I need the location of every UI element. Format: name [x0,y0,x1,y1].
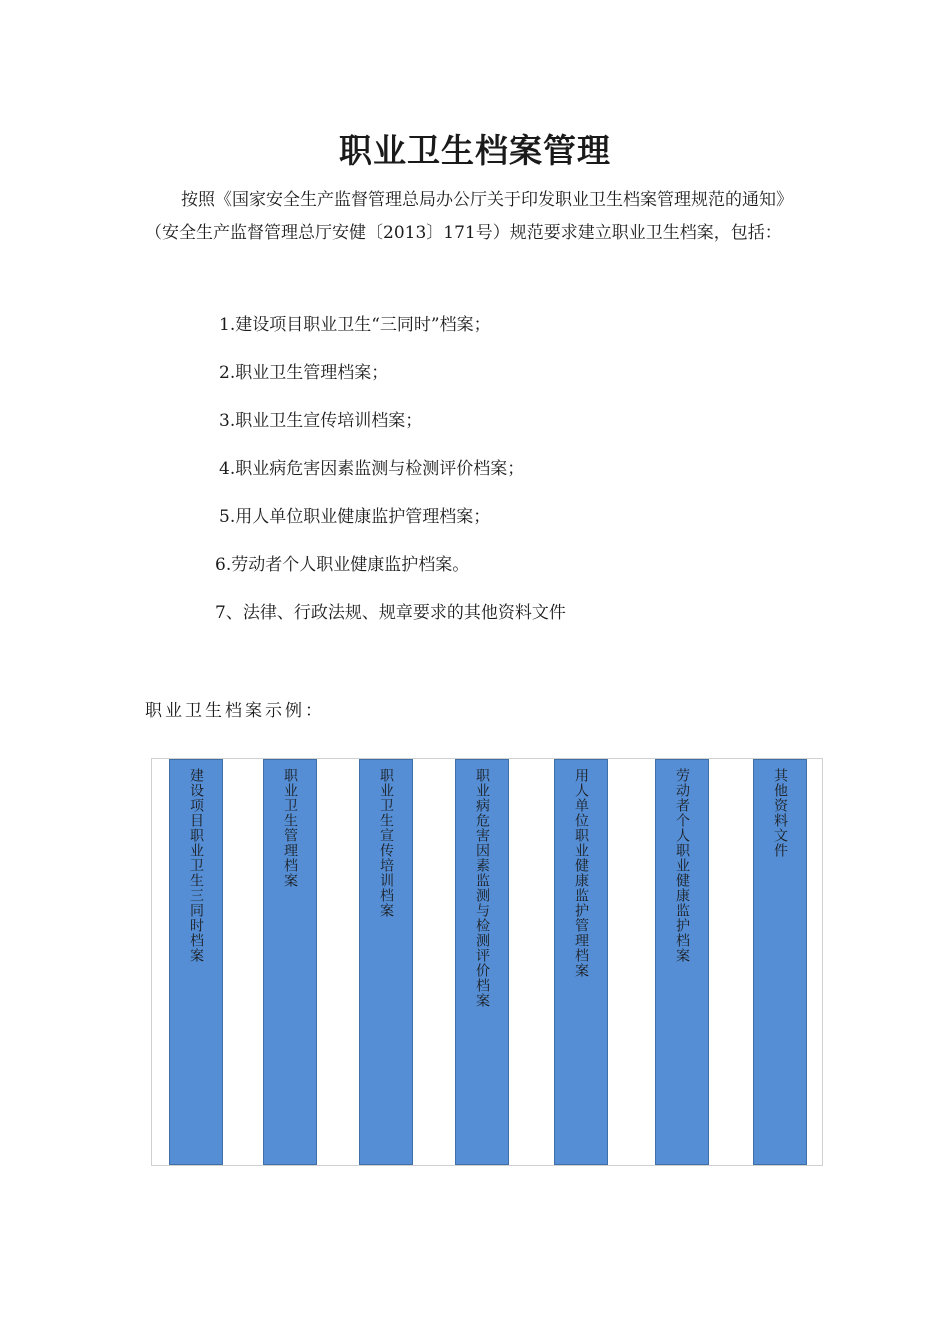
diagram-column-label: 建设项目职业卫生三同时档案 [188,768,204,963]
example-label: 职业卫生档案示例： [145,701,325,721]
diagram-column-label: 职业卫生管理档案 [282,768,298,888]
archive-list [0,0,950,640]
list-item: 4.职业病危害因素监测与检测评价档案； [219,459,525,479]
list-item: 1.建设项目职业卫生“三同时”档案； [219,315,491,335]
list-item: 5.用人单位职业健康监护管理档案； [219,507,491,527]
diagram-column-label: 职业卫生宣传培训档案 [378,768,394,918]
diagram-column [169,759,223,1165]
archive-diagram [151,758,823,1166]
list-item: 2.职业卫生管理档案； [219,363,389,383]
list-item: 7、法律、行政法规、规章要求的其他资料文件 [215,603,566,623]
diagram-column [359,759,413,1165]
diagram-column-label: 劳动者个人职业健康监护档案 [674,768,690,963]
page-title: 职业卫生档案管理 [339,131,611,170]
list-item: 6.劳动者个人职业健康监护档案。 [215,555,470,575]
diagram-column [554,759,608,1165]
list-item: 3.职业卫生宣传培训档案； [219,411,423,431]
intro-paragraph: 按照《国家安全生产监督管理总局办公厅关于印发职业卫生档案管理规范的通知》（安全生产监督管理总厅安健〔2013〕171号）规范要求建立职业卫生档案，包括： [145,190,793,243]
diagram-column-label: 用人单位职业健康监护管理档案 [573,768,589,978]
diagram-column-label: 职业病危害因素监测与检测评价档案 [474,768,490,1008]
diagram-column [655,759,709,1165]
diagram-column [263,759,317,1165]
diagram-column [753,759,807,1165]
diagram-column-label: 其他资料文件 [772,768,788,858]
diagram-column [455,759,509,1165]
